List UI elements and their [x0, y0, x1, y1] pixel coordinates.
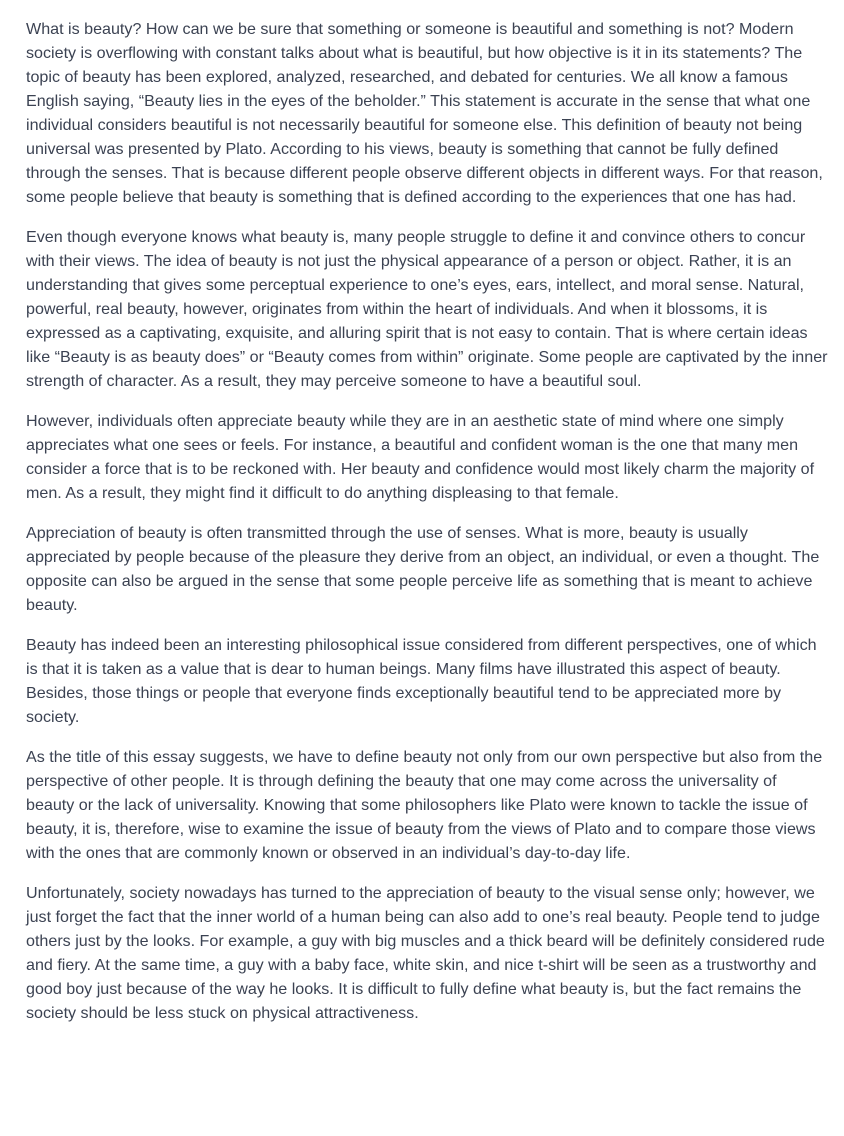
- essay-paragraph: However, individuals often appreciate beauty while they are in an aesthetic state of mind where one simply appreciates what one sees or feels. For instance, a beautiful and confident woman is the one that many men consider a force that is to be reckoned with. Her beauty and confidence would most likely charm the majority of men. As a result, they might find it difficult to do anything displeasing to that female.: [26, 412, 815, 502]
- essay-paragraph: Appreciation of beauty is often transmitted through the use of senses. What is more, beauty is usually appreciated by people because of the pleasure they derive from an object, an individual, or even a thought. The opposite can also be argued in the sense that some people perceive life as something that is meant to achieve beauty.: [26, 524, 820, 614]
- essay-paragraph: Beauty has indeed been an interesting philosophical issue considered from different perspectives, one of which is that it is taken as a value that is dear to human beings. Many films have illustrated this aspect of beauty. Besides, those things or people that everyone finds exceptionally beautiful tend to be appreciated more by society.: [26, 636, 817, 726]
- essay-paragraph: Unfortunately, society nowadays has turned to the appreciation of beauty to the visual sense only; however, we just forget the fact that the inner world of a human being can also add to one’s real beauty. People tend to judge others just by the looks. For example, a guy with big muscles and a thick beard will be definitely considered rude and fiery. At the same time, a guy with a baby face, white skin, and nice t-shirt will be seen as a trustworthy and good boy just because of the way he looks. It is difficult to fully define what beauty is, but the fact remains the society should be less stuck on physical attractiveness.: [26, 884, 825, 1022]
- essay-paragraph: What is beauty? How can we be sure that something or someone is beautiful and something is not? Modern society is overflowing with constant talks about what is beautiful, but how objective is it in its statements? The topic of beauty has been explored, analyzed, researched, and debated for centuries. We all know a famous English saying, “Beauty lies in the eyes of the beholder.” This statement is accurate in the sense that what one individual considers beautiful is not necessarily beautiful for someone else. This definition of beauty not being universal was presented by Plato. According to his views, beauty is something that cannot be fully defined through the senses. That is because different people observe different objects in different ways. For that reason, some people believe that beauty is something that is defined according to the experiences that one has had.: [26, 20, 823, 206]
- essay-paragraph: As the title of this essay suggests, we have to define beauty not only from our own perspective but also from the perspective of other people. It is through defining the beauty that one may come across the universality of beauty or the lack of universality. Knowing that some philosophers like Plato were known to tackle the issue of beauty, it is, therefore, wise to examine the issue of beauty from the views of Plato and to compare those views with the ones that are commonly known or observed in an individual’s day-to-day life.: [26, 748, 823, 862]
- essay-paragraph: Even though everyone knows what beauty is, many people struggle to define it and convince others to concur with their views. The idea of beauty is not just the physical appearance of a person or object. Rather, it is an understanding that gives some perceptual experience to one’s eyes, ears, intellect, and moral sense. Natural, powerful, real beauty, however, originates from within the heart of individuals. And when it blossoms, it is expressed as a captivating, exquisite, and alluring spirit that is not easy to contain. That is where certain ideas like “Beauty is as beauty does” or “Beauty comes from within” originate. Some people are captivated by the inner strength of character. As a result, they may perceive someone to have a beautiful soul.: [26, 228, 828, 390]
